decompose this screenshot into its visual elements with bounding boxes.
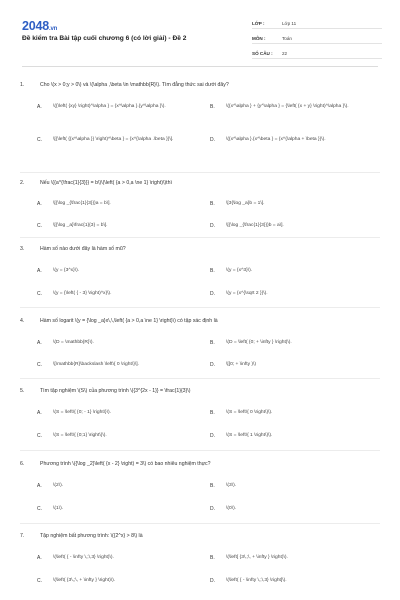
question-stem — [20, 388, 380, 395]
option-c[interactable] — [37, 362, 207, 369]
option-text: \(0\). — [226, 506, 237, 511]
option-letter: D. — [210, 223, 215, 229]
meta-info — [252, 14, 382, 59]
option-text: \[{\log _{\frac{1}{3}}}a = b\]. — [53, 201, 111, 206]
meta-row-count — [252, 44, 382, 59]
option-letter: C. — [37, 433, 42, 439]
question-text: Hàm số logarit \(y = {\log _a}x\,\,\left( {a > 0,a \ne 1} \right)\) có tập xác định là — [40, 318, 218, 324]
option-letter: A. — [37, 268, 42, 274]
option-letter: C. — [37, 506, 42, 512]
question-number: 7. — [20, 533, 25, 539]
option-letter: C. — [37, 578, 42, 584]
question-text: Hàm số nào dưới đây là hàm số mũ? — [40, 246, 126, 252]
option-letter: D. — [210, 506, 215, 512]
option-a[interactable] — [37, 555, 197, 562]
option-letter: C. — [37, 223, 42, 229]
meta-label: SỐ CÂU : — [252, 51, 273, 56]
question-text: Phương trình \({\log _2}\left( {x - 2} \right) = 3\) có bao nhiêu nghiệm thực? — [40, 461, 211, 467]
option-a[interactable] — [37, 104, 197, 111]
option-b[interactable] — [210, 555, 380, 562]
meta-value: 22 — [282, 51, 288, 56]
option-b[interactable] — [210, 201, 380, 208]
option-text: \({x^\alpha }.{x^\beta } = {x^{\alpha + \beta }}\). — [226, 137, 326, 142]
option-letter: B. — [210, 555, 215, 561]
option-letter: B. — [210, 410, 215, 416]
option-letter: D. — [210, 578, 215, 584]
question-number: 1. — [20, 82, 25, 88]
option-a[interactable] — [37, 268, 197, 275]
header — [0, 0, 400, 62]
meta-row-class — [252, 14, 382, 29]
option-a[interactable] — [37, 340, 197, 347]
option-b[interactable] — [210, 410, 380, 417]
option-c[interactable] — [37, 223, 197, 230]
option-letter: C. — [37, 291, 42, 297]
option-d[interactable] — [210, 433, 380, 440]
question-stem — [20, 82, 380, 89]
option-letter: B. — [210, 268, 215, 274]
option-letter: A. — [37, 555, 42, 561]
option-c[interactable] — [37, 433, 197, 440]
option-text: \(1\). — [53, 506, 64, 511]
question-divider — [20, 523, 380, 524]
question-5 — [20, 388, 380, 439]
option-a[interactable] — [37, 410, 197, 417]
header-divider — [22, 66, 378, 67]
question-number: 2. — [20, 180, 25, 186]
option-letter: D. — [210, 362, 215, 368]
meta-row-subject — [252, 29, 382, 44]
option-b[interactable] — [210, 104, 380, 111]
question-2 — [20, 180, 380, 229]
option-text: \[{\log _a}\frac{1}{3} = b\]. — [53, 223, 108, 228]
option-text: \(S = \left\{ {0; - 1} \right\}\). — [53, 410, 112, 415]
option-letter: D. — [210, 137, 215, 143]
question-stem — [20, 461, 380, 468]
page-title: Đề kiểm tra Bài tập cuối chương 6 (có lời giải) - Đề 2 — [22, 35, 187, 42]
meta-value: Lớp 11 — [282, 21, 297, 26]
question-divider — [20, 378, 380, 379]
brand-suffix: .vn — [49, 26, 58, 32]
option-c[interactable] — [37, 291, 197, 298]
option-text: \(\left[ {3\,;\, + \infty } \right)\). — [226, 555, 288, 560]
option-text: \(\left( {3\,;\, + \infty } \right)\). — [53, 578, 116, 583]
question-7 — [20, 533, 380, 584]
option-text: \({x^\alpha } + {y^\alpha } = {\left( {x + y} \right)^\alpha }\). — [226, 104, 349, 109]
question-stem — [20, 246, 380, 253]
option-letter: A. — [37, 483, 42, 489]
option-text: \(y = {x^{\sqrt 2 }}\). — [226, 291, 268, 296]
option-text: \[[0; + \infty )\) — [226, 362, 257, 367]
option-letter: A. — [37, 104, 42, 110]
meta-label: LỚP : — [252, 21, 265, 26]
option-letter: B. — [210, 104, 215, 110]
question-text: Nếu \({a^{\frac{1}{3}}} = b\)\(\left( {a > 0,a \ne 1} \right)\)thì — [40, 180, 172, 186]
question-3 — [20, 246, 380, 297]
option-letter: B. — [210, 340, 215, 346]
option-d[interactable] — [210, 506, 380, 513]
question-text: Tìm tập nghiệm \(S\) của phương trình \({3^{2x - 1}} = \frac{1}{3}\) — [40, 388, 191, 394]
question-stem — [20, 533, 380, 540]
option-d[interactable] — [210, 223, 380, 230]
question-number: 5. — [20, 388, 25, 394]
option-text: \(D = \mathbb{R}\). — [53, 340, 94, 345]
option-b[interactable] — [210, 483, 380, 490]
option-d[interactable] — [210, 362, 380, 369]
option-text: \(\left( { - \infty \,;\,3} \right]\). — [226, 578, 287, 583]
meta-label: MÔN : — [252, 36, 266, 41]
option-b[interactable] — [210, 268, 380, 275]
question-6 — [20, 461, 380, 512]
option-text: \[{\left( {{x^\alpha }} \right)^\beta } = {x^{\alpha .\beta }}\]. — [53, 137, 174, 142]
brand-logo[interactable] — [22, 19, 57, 33]
option-text: \[\mathbb{R}\backslash \left\{ 0 \right\}\]. — [53, 362, 139, 367]
option-a[interactable] — [37, 201, 197, 208]
question-4 — [20, 318, 380, 368]
option-letter: B. — [210, 201, 215, 207]
question-divider — [20, 237, 380, 238]
option-text: \(S = \left\{ 0 \right\}\). — [226, 410, 273, 415]
option-text: \[{\log _{\frac{1}{3}}}b = a\]. — [226, 223, 284, 228]
option-letter: C. — [37, 137, 42, 143]
option-text: \({\left( {xy} \right)^\alpha } = {x^\alpha }.{y^\alpha }\). — [53, 104, 166, 109]
option-a[interactable] — [37, 483, 197, 490]
option-d[interactable] — [210, 291, 380, 298]
option-c[interactable] — [37, 578, 197, 585]
question-divider — [20, 172, 380, 173]
question-divider — [20, 450, 380, 451]
question-stem — [20, 180, 380, 187]
question-number: 4. — [20, 318, 25, 324]
question-text: Tập nghiệm bất phương trình: \({2^x} > 8\) là — [40, 533, 143, 539]
question-stem — [20, 318, 380, 325]
question-1 — [20, 82, 380, 143]
option-b[interactable] — [210, 340, 380, 347]
meta-value: Toán — [282, 36, 292, 41]
option-text: \(y = {\left( { - 3} \right)^x}\). — [53, 291, 112, 296]
option-text: \(\left( { - \infty \,;\,3} \right)\). — [53, 555, 114, 560]
question-text: Cho \(x > 0;y > 0\) và \(\alpha ,\beta \in \mathbb{R}\). Tìm đẳng thức sai dưới đây? — [40, 82, 229, 88]
option-d[interactable] — [210, 137, 380, 144]
option-letter: B. — [210, 483, 215, 489]
option-letter: A. — [37, 340, 42, 346]
option-text: \(2\). — [53, 483, 64, 488]
option-c[interactable] — [37, 137, 197, 144]
question-divider — [20, 307, 380, 308]
option-text: \(3\). — [226, 483, 237, 488]
option-letter: C. — [37, 362, 42, 368]
option-text: \(D = \left( {0; + \infty } \right)\). — [226, 340, 292, 345]
option-text: \(y = {3^x}\). — [53, 268, 80, 273]
option-letter: A. — [37, 410, 42, 416]
option-d[interactable] — [210, 578, 380, 585]
option-text: \(S = \left\{ 1 \right\}\). — [226, 433, 273, 438]
option-text: \(S = \left\{ {0;1} \right\}\). — [53, 433, 107, 438]
option-letter: D. — [210, 433, 215, 439]
option-c[interactable] — [37, 506, 197, 513]
question-number: 6. — [20, 461, 25, 467]
question-number: 3. — [20, 246, 25, 252]
brand-name: 2048 — [22, 19, 50, 33]
option-text: \(y = {x^3}\). — [226, 268, 253, 273]
option-text: \[3{\log _a}b = 1\]. — [226, 201, 265, 206]
option-letter: D. — [210, 291, 215, 297]
option-letter: A. — [37, 201, 42, 207]
